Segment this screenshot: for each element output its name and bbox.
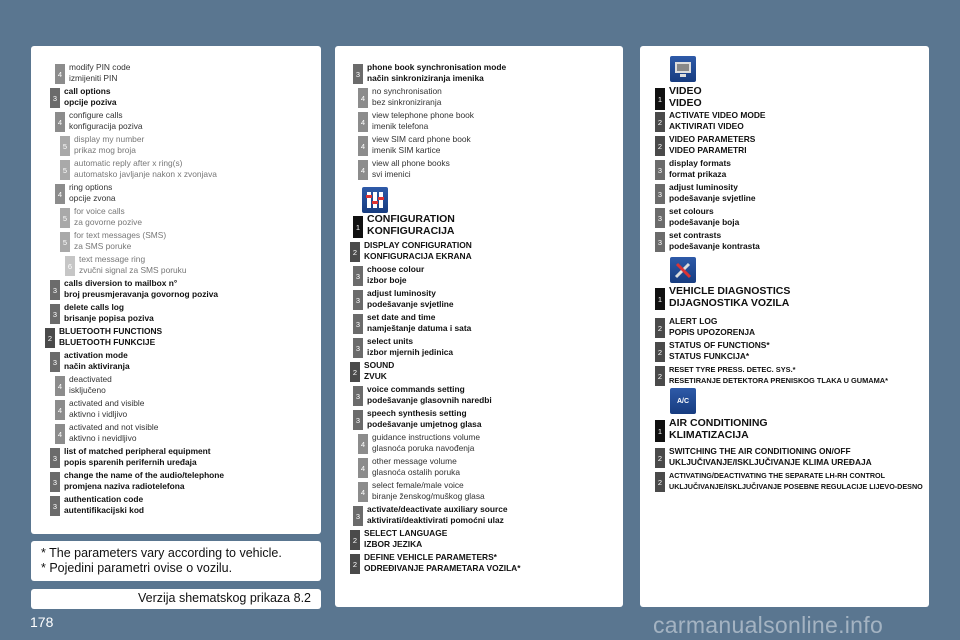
label-hr: brisanje popisa poziva [64, 313, 154, 323]
label-hr: STATUS FUNKCIJA* [669, 351, 750, 361]
menu-item-level-5 [60, 134, 144, 156]
level-badge: 3 [50, 88, 60, 108]
level-badge: 3 [353, 64, 363, 84]
menu-item-level-2 [350, 240, 472, 262]
menu-item-text [669, 110, 765, 132]
level-badge: 4 [55, 64, 65, 84]
label-en: VEHICLE DIAGNOSTICS [669, 285, 791, 297]
label-en: ACTIVATE VIDEO MODE [669, 110, 766, 120]
level-badge: 2 [655, 136, 665, 156]
menu-item-level-3 [655, 182, 756, 204]
menu-item-text [364, 240, 472, 262]
label-hr: podešavanje glasovnih naredbi [367, 395, 492, 405]
menu-item-text [669, 364, 888, 386]
level-badge: 2 [655, 448, 665, 468]
menu-item-text [364, 360, 394, 382]
label-en: activated and not visible [69, 422, 159, 432]
menu-item-level-3 [50, 278, 218, 300]
level-badge: 4 [358, 88, 368, 108]
level-badge: 3 [353, 314, 363, 334]
label-hr: isključeno [69, 385, 106, 395]
label-en: set contrasts [669, 230, 722, 240]
label-hr: ZVUK [364, 371, 387, 381]
label-hr: aktivirati/deaktivirati pomoćni ulaz [367, 515, 504, 525]
label-hr: glasnoća poruka navođenja [372, 443, 475, 453]
menu-item-text [64, 446, 211, 468]
level-badge: 2 [45, 328, 55, 348]
label-en: delete calls log [64, 302, 125, 312]
menu-item-level-3 [50, 446, 211, 468]
label-en: deactivated [69, 374, 112, 384]
menu-item-level-2 [350, 552, 521, 574]
menu-item-text [669, 316, 755, 338]
menu-item-level-3 [353, 288, 454, 310]
label-en: activated and visible [69, 398, 145, 408]
label-hr: AKTIVIRATI VIDEO [669, 121, 744, 131]
label-hr: za govorne pozive [74, 217, 142, 227]
level-badge: 3 [655, 208, 665, 228]
level-badge: 2 [655, 112, 665, 132]
label-en: adjust luminosity [367, 288, 436, 298]
label-hr: konfiguracija poziva [69, 121, 143, 131]
label-en: set date and time [367, 312, 436, 322]
label-en: DEFINE VEHICLE PARAMETERS* [364, 552, 497, 562]
label-hr: biranje ženskog/muškog glasa [372, 491, 485, 501]
menu-item-level-2 [350, 528, 447, 550]
level-badge: 3 [50, 304, 60, 324]
label-hr: opcije zvona [69, 193, 116, 203]
menu-item-level-2 [655, 470, 923, 492]
menu-item-level-4 [55, 62, 130, 84]
menu-item-text [669, 86, 702, 109]
label-hr: aktivno i vidljivo [69, 409, 128, 419]
menu-item-text [69, 374, 112, 396]
menu-item-text [372, 86, 442, 108]
label-en: SELECT LANGUAGE [364, 528, 448, 538]
label-en: phone book synchronisation mode [367, 62, 507, 72]
label-hr: način sinkroniziranja imenika [367, 73, 484, 83]
label-en: BLUETOOTH FUNCTIONS [59, 326, 163, 336]
menu-item-level-4 [55, 398, 144, 420]
menu-item-text [669, 340, 770, 362]
menu-item-text [669, 418, 768, 441]
label-en: VIDEO [669, 85, 702, 97]
label-en: automatic reply after x ring(s) [74, 158, 183, 168]
level-badge: 1 [353, 216, 363, 238]
label-en: view SIM card phone book [372, 134, 471, 144]
label-hr: namještanje datuma i sata [367, 323, 472, 333]
label-hr: aktivno i nevidljivo [69, 433, 137, 443]
level-badge: 2 [655, 472, 665, 492]
menu-item-text [372, 480, 485, 502]
level-badge: 2 [655, 366, 665, 386]
menu-item-level-4 [358, 134, 471, 156]
label-en: RESET TYRE PRESS. DETEC. SYS.* [669, 365, 796, 374]
menu-item-text [372, 432, 480, 454]
level-badge: 3 [353, 506, 363, 526]
menu-item-level-3 [353, 336, 453, 358]
label-en: display formats [669, 158, 731, 168]
menu-item-level-6 [65, 254, 187, 276]
level-badge: 3 [655, 160, 665, 180]
label-hr: RESETIRANJE DETEKTORA PRENISKOG TLAKA U GUMAMA* [669, 376, 888, 385]
label-en: text message ring [79, 254, 146, 264]
label-hr: prikaz mog broja [74, 145, 136, 155]
menu-item-text [669, 470, 923, 492]
label-en: ring options [69, 182, 113, 192]
footnote-hr: * Pojedini parametri ovise o vozilu. [41, 561, 233, 575]
level-badge: 3 [353, 290, 363, 310]
menu-item-level-2 [655, 134, 755, 156]
label-en: display my number [74, 134, 145, 144]
menu-item-text [669, 206, 739, 228]
menu-item-level-5 [60, 230, 166, 252]
label-en: select units [367, 336, 414, 346]
menu-item-text [79, 254, 187, 276]
label-hr: IZBOR JEZIKA [364, 539, 423, 549]
label-hr: BLUETOOTH FUNKCIJE [59, 337, 156, 347]
label-hr: promjena naziva radiotelefona [64, 481, 185, 491]
label-hr: način aktiviranja [64, 361, 130, 371]
menu-item-text [64, 302, 154, 324]
label-en: set colours [669, 206, 714, 216]
level-badge: 1 [655, 288, 665, 310]
level-badge: 6 [65, 256, 75, 276]
menu-item-text [69, 398, 144, 420]
level-badge: 2 [350, 242, 360, 262]
label-en: speech synthesis setting [367, 408, 467, 418]
level-badge: 5 [60, 136, 70, 156]
menu-item-text [64, 470, 224, 492]
menu-item-text [364, 528, 447, 550]
menu-item-text [367, 504, 508, 526]
label-en: adjust luminosity [669, 182, 738, 192]
level-badge: 4 [358, 112, 368, 132]
menu-item-level-4 [358, 86, 442, 108]
menu-item-level-2 [45, 326, 162, 348]
menu-item-level-3 [353, 408, 482, 430]
label-en: for voice calls [74, 206, 125, 216]
level-badge: 4 [55, 376, 65, 396]
menu-item-text [64, 278, 218, 300]
menu-item-text [64, 494, 144, 516]
label-hr: podešavanje svjetline [367, 299, 454, 309]
video-icon [670, 56, 696, 82]
label-en: calls diversion to mailbox n° [64, 278, 178, 288]
level-badge: 2 [655, 318, 665, 338]
label-hr: VIDEO [669, 96, 702, 109]
level-badge: 3 [655, 232, 665, 252]
menu-item-text [69, 110, 143, 132]
label-en: guidance instructions volume [372, 432, 481, 442]
level-badge: 3 [50, 352, 60, 372]
menu-item-level-5 [60, 158, 217, 180]
menu-item-level-4 [358, 432, 480, 454]
menu-item-text [372, 134, 471, 156]
menu-item-text [64, 350, 130, 372]
label-en: SOUND [364, 360, 395, 370]
menu-item-text [669, 230, 760, 252]
menu-item-level-4 [358, 158, 450, 180]
menu-item-text [69, 62, 130, 84]
label-hr: podešavanje boja [669, 217, 740, 227]
label-hr: imenik telefona [372, 121, 429, 131]
level-badge: 3 [50, 448, 60, 468]
level-badge: 3 [353, 410, 363, 430]
menu-item-text [367, 312, 471, 334]
label-hr: KONFIGURACIJA [367, 224, 455, 237]
level-badge: 4 [55, 400, 65, 420]
menu-item-level-4 [358, 480, 485, 502]
menu-item-text [74, 158, 217, 180]
label-en: view telephone phone book [372, 110, 474, 120]
menu-item-level-1 [655, 286, 790, 310]
label-hr: podešavanje svjetline [669, 193, 756, 203]
level-badge: 3 [353, 386, 363, 406]
level-badge: 1 [655, 88, 665, 110]
menu-item-text [367, 336, 453, 358]
label-en: list of matched peripheral equipment [64, 446, 211, 456]
label-en: STATUS OF FUNCTIONS* [669, 340, 770, 350]
menu-item-level-4 [55, 110, 143, 132]
menu-item-text [367, 408, 482, 430]
label-hr: automatsko javljanje nakon x zvonjava [74, 169, 217, 179]
label-en: VIDEO PARAMETERS [669, 134, 756, 144]
level-badge: 4 [55, 424, 65, 444]
label-hr: autentifikacijski kod [64, 505, 145, 515]
menu-item-text [367, 62, 506, 84]
label-hr: opcije poziva [64, 97, 117, 107]
ac-icon: A/C [670, 388, 696, 414]
menu-item-level-4 [55, 182, 116, 204]
label-en: no synchronisation [372, 86, 442, 96]
label-hr: imenik SIM kartice [372, 145, 441, 155]
menu-item-level-5 [60, 206, 142, 228]
menu-item-level-2 [655, 364, 888, 386]
diagnostics-icon [670, 257, 696, 283]
menu-item-text [74, 206, 142, 228]
label-en: call options [64, 86, 111, 96]
menu-item-level-4 [358, 456, 460, 478]
level-badge: 3 [353, 266, 363, 286]
label-hr: svi imenici [372, 169, 411, 179]
footnote [31, 541, 321, 581]
menu-item-level-2 [655, 446, 872, 468]
menu-item-text [74, 230, 166, 252]
label-en: choose colour [367, 264, 425, 274]
level-badge: 4 [358, 458, 368, 478]
footnote-en: * The parameters vary according to vehicle. [41, 546, 282, 560]
menu-item-level-3 [50, 350, 130, 372]
level-badge: 2 [350, 554, 360, 574]
menu-item-text [669, 158, 731, 180]
label-en: change the name of the audio/telephone [64, 470, 225, 480]
label-en: voice commands setting [367, 384, 465, 394]
label-hr: VIDEO PARAMETRI [669, 145, 747, 155]
level-badge: 1 [655, 420, 665, 442]
label-hr: ODREĐIVANJE PARAMETARA VOZILA* [364, 563, 521, 573]
menu-item-text [367, 384, 492, 406]
menu-item-level-3 [353, 384, 492, 406]
menu-item-level-3 [50, 494, 144, 516]
label-hr: izmijeniti PIN [69, 73, 118, 83]
menu-item-text [367, 214, 455, 237]
menu-item-text [64, 86, 117, 108]
label-hr: za SMS poruke [74, 241, 132, 251]
label-hr: DIJAGNOSTIKA VOZILA [669, 296, 790, 309]
label-hr: UKLJUČIVANJE/ISKLJUČIVANJE KLIMA UREĐAJA [669, 457, 872, 467]
watermark: carmanualsonline.info [653, 612, 884, 638]
label-en: activation mode [64, 350, 128, 360]
menu-item-text [372, 110, 474, 132]
menu-item-level-3 [353, 504, 508, 526]
label-hr: POPIS UPOZORENJA [669, 327, 756, 337]
label-en: ALERT LOG [669, 316, 718, 326]
menu-item-level-2 [655, 110, 765, 132]
label-en: configure calls [69, 110, 123, 120]
menu-item-level-2 [655, 316, 755, 338]
menu-item-level-1 [655, 418, 768, 442]
label-en: CONFIGURATION [367, 213, 455, 225]
level-badge: 2 [655, 342, 665, 362]
label-en: modify PIN code [69, 62, 131, 72]
version-label: Verzija shematskog prikaza 8.2 [31, 589, 321, 609]
menu-item-level-3 [50, 470, 224, 492]
menu-item-text [364, 552, 521, 574]
menu-item-text [669, 182, 756, 204]
label-hr: bez sinkroniziranja [372, 97, 442, 107]
menu-item-level-3 [50, 86, 117, 108]
level-badge: 3 [50, 280, 60, 300]
level-badge: 4 [358, 434, 368, 454]
label-en: authentication code [64, 494, 144, 504]
menu-item-text [367, 288, 454, 310]
menu-item-text [69, 182, 116, 204]
level-badge: 4 [358, 136, 368, 156]
label-hr: izbor boje [367, 275, 407, 285]
label-en: activate/deactivate auxiliary source [367, 504, 508, 514]
label-en: AIR CONDITIONING [669, 417, 768, 429]
level-badge: 4 [358, 482, 368, 502]
menu-item-level-1 [655, 86, 702, 110]
menu-item-level-3 [50, 302, 154, 324]
menu-item-text [59, 326, 162, 348]
menu-item-level-1 [353, 214, 455, 238]
level-badge: 3 [50, 496, 60, 516]
label-hr: podešavanje umjetnog glasa [367, 419, 482, 429]
level-badge: 4 [55, 184, 65, 204]
menu-item-level-3 [655, 206, 739, 228]
label-en: for text messages (SMS) [74, 230, 167, 240]
menu-item-level-4 [358, 110, 474, 132]
menu-item-level-3 [353, 264, 424, 286]
label-en: select female/male voice [372, 480, 464, 490]
label-hr: popis sparenih perifernih uređaja [64, 457, 197, 467]
menu-item-text [669, 446, 872, 468]
level-badge: 2 [350, 362, 360, 382]
menu-item-level-4 [55, 374, 112, 396]
label-hr: broj preusmjeravanja govornog poziva [64, 289, 219, 299]
level-badge: 2 [350, 530, 360, 550]
menu-item-text [669, 134, 755, 156]
menu-item-level-3 [655, 158, 731, 180]
label-en: SWITCHING THE AIR CONDITIONING ON/OFF [669, 446, 851, 456]
menu-item-text [372, 456, 460, 478]
label-hr: izbor mjernih jedinica [367, 347, 454, 357]
menu-item-text [69, 422, 158, 444]
level-badge: 5 [60, 232, 70, 252]
menu-item-level-3 [353, 312, 471, 334]
menu-item-level-3 [655, 230, 760, 252]
menu-item-text [74, 134, 144, 156]
page-number: 178 [30, 614, 54, 630]
menu-item-text [367, 264, 424, 286]
label-hr: format prikaza [669, 169, 727, 179]
label-hr: KLIMATIZACIJA [669, 428, 749, 441]
label-hr: UKLJUČIVANJE/ISKLJUČIVANJE POSEBNE REGULACIJE LIJEVO-DESNO [669, 482, 923, 491]
level-badge: 3 [353, 338, 363, 358]
label-hr: zvučni signal za SMS poruku [79, 265, 187, 275]
config-icon [362, 187, 388, 213]
label-en: DISPLAY CONFIGURATION [364, 240, 472, 250]
menu-item-level-3 [353, 62, 506, 84]
label-hr: KONFIGURACIJA EKRANA [364, 251, 472, 261]
menu-item-text [372, 158, 450, 180]
menu-item-level-2 [350, 360, 394, 382]
menu-item-level-4 [55, 422, 158, 444]
level-badge: 3 [50, 472, 60, 492]
menu-item-level-2 [655, 340, 770, 362]
label-hr: podešavanje kontrasta [669, 241, 760, 251]
label-en: ACTIVATING/DEACTIVATING THE SEPARATE LH-RH CONTROL [669, 471, 886, 480]
level-badge: 3 [655, 184, 665, 204]
level-badge: 4 [358, 160, 368, 180]
level-badge: 5 [60, 208, 70, 228]
level-badge: 4 [55, 112, 65, 132]
label-en: other message volume [372, 456, 457, 466]
level-badge: 5 [60, 160, 70, 180]
menu-item-text [669, 286, 790, 309]
label-en: view all phone books [372, 158, 450, 168]
label-hr: glasnoća ostalih poruka [372, 467, 460, 477]
